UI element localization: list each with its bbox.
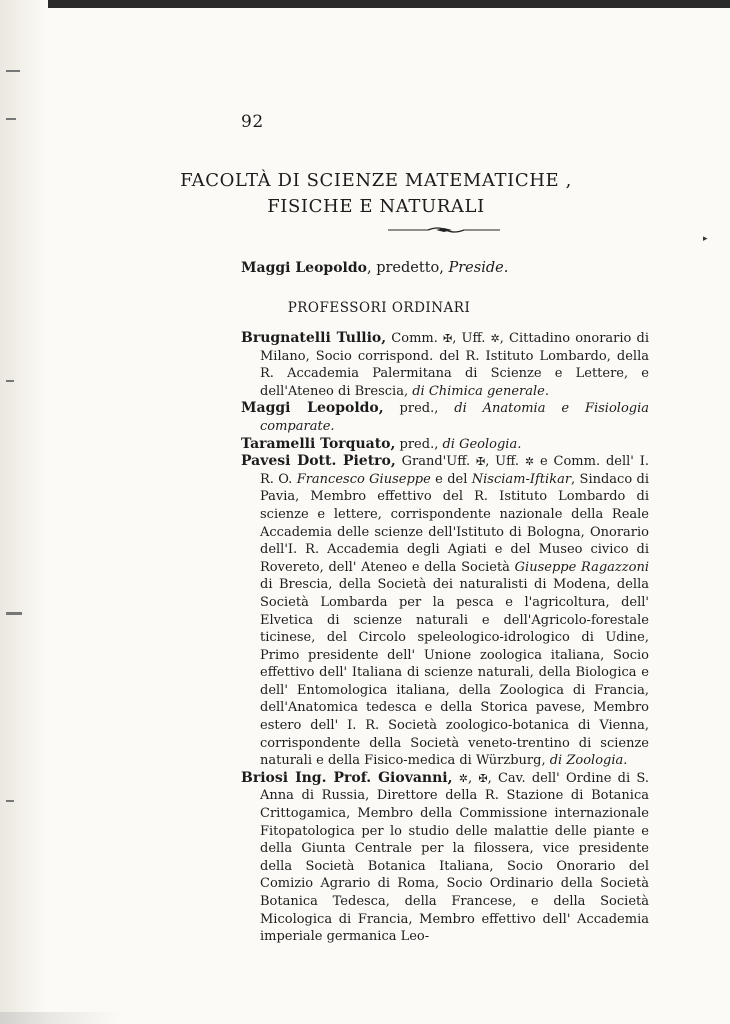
- entry-text: ,: [467, 770, 479, 786]
- edge-mark: [6, 800, 14, 802]
- section-heading: PROFESSORI ORDINARI: [287, 300, 471, 316]
- subject: di Anatomia e Fisiologia comparate.: [260, 401, 650, 434]
- entry-text: , Cittadino onorario di Milano, Socio corrispond. del R. Istituto Lombardo, della R. Accademia Palermitana di Scienze e Lettere, e dell'Ateneo di Brescia,: [260, 331, 650, 399]
- professor-name: Brugnatelli Tullio,: [241, 330, 387, 346]
- entry-text: pred.,: [383, 401, 455, 417]
- scan-top-border: [0, 0, 730, 8]
- entry-text: , Uff.: [485, 454, 525, 470]
- decorative-rule-icon: [388, 226, 500, 234]
- margin-mark-icon: ▸: [703, 234, 708, 244]
- professor-entry: [241, 330, 649, 400]
- professor-entry: [241, 453, 649, 770]
- cross-honor-icon: ✠: [475, 455, 486, 469]
- dean-role: Preside.: [448, 260, 509, 276]
- subject: di Geologia.: [442, 436, 522, 452]
- dean-text: , predetto,: [367, 260, 449, 276]
- entry-text: , Cav. dell' Ordine di S. Anna di Russia, Direttore della R. Stazione di Botanica Crittogamica, Membro della Commissione internazionale Fitopatologica per lo studio delle malattie delle piante e della Giunta Centrale per la filossera, vice presidente della Società Botanica Italiana, Socio Onorario del Comizio Agrario di Roma, Socio Ordinario della Società Botanica Tedesca, della Francese, e della Società Micologica di Francia, Membro effettivo dell' Accademia imperiale germanica Leo-: [260, 770, 649, 945]
- professor-name: Taramelli Torquato,: [241, 435, 396, 452]
- subject: di Zoologia.: [549, 753, 628, 769]
- edge-mark: [6, 70, 20, 72]
- page-number: 92: [241, 112, 264, 132]
- italic-text: Nisciam-Iftikar: [471, 471, 572, 487]
- scan-bottom-edge: [0, 1012, 120, 1024]
- subject: di Chimica generale.: [412, 383, 549, 399]
- entry-text: e Comm. dell' I. R. O.: [260, 454, 649, 487]
- entry-text: di Brescia, della Società dei naturalisti di Modena, della Società Lombarda per la pesca e l'agricoltura, dell' Elvetica di scienze naturali e dell'Agricolo-forestale ticinese, del Circolo speleologico-idrologico di Udine, Primo presidente dell' Unione zoologica italiana, Socio effettivo dell' Italiana di scienze naturali, della Biologica e dell' Entomologica italiana, della Zoologica di Francia, dell'Anatomica tedesca e della Storica pavese, Membro estero dell' I. R. Società zoologico-botanica di Vienna, corrispondente della Società veneto-trentino di scienze naturali e della Fisico-medica di Würzburg,: [260, 577, 649, 769]
- professor-name: Maggi Leopoldo,: [241, 400, 384, 417]
- cross-honor-icon: ✠: [478, 771, 488, 785]
- star-honor-icon: ✲: [490, 332, 500, 345]
- faculty-title-line1: FACOLTÀ DI SCIENZE MATEMATICHE ,: [180, 170, 572, 191]
- star-honor-icon: ✲: [524, 455, 535, 469]
- entry-text: Comm.: [386, 331, 444, 346]
- dean-line: [241, 260, 508, 276]
- star-honor-icon: ✲: [458, 771, 468, 785]
- entry-text: , Sindaco di Pavia, Membro effettivo del R. Istituto Lombardo di scienze e lettere, corrispondente nazionale della Reale Accademia delle scienze dell'Istituto di Bologna, Onorario dell'I. R. Accademia degli Agiati e del Museo civico di Rovereto, dell' Ateneo e della Società: [260, 471, 650, 575]
- entry-text: e del: [430, 471, 472, 487]
- edge-mark: [6, 118, 16, 120]
- italic-text: Francesco Giuseppe: [296, 471, 431, 487]
- faculty-title-line2: FISICHE E NATURALI: [267, 196, 485, 217]
- professor-list: [241, 330, 649, 946]
- professor-name: Briosi Ing. Prof. Giovanni,: [241, 769, 453, 786]
- professor-name: Pavesi Dott. Pietro,: [241, 453, 396, 470]
- entry-text: pred.,: [395, 436, 443, 452]
- entry-text: Grand'Uff.: [395, 454, 476, 470]
- italic-text: Giuseppe Ragazzoni: [514, 559, 649, 575]
- entry-text: , Uff.: [452, 331, 491, 346]
- edge-mark: [6, 612, 22, 615]
- professor-entry: [241, 400, 649, 435]
- professor-entry: [241, 436, 649, 454]
- professor-entry: [241, 770, 649, 946]
- dean-name: Maggi Leopoldo: [241, 260, 367, 276]
- scan-left-edge: [0, 0, 48, 1024]
- edge-mark: [6, 380, 14, 382]
- cross-honor-icon: ✠: [443, 332, 453, 345]
